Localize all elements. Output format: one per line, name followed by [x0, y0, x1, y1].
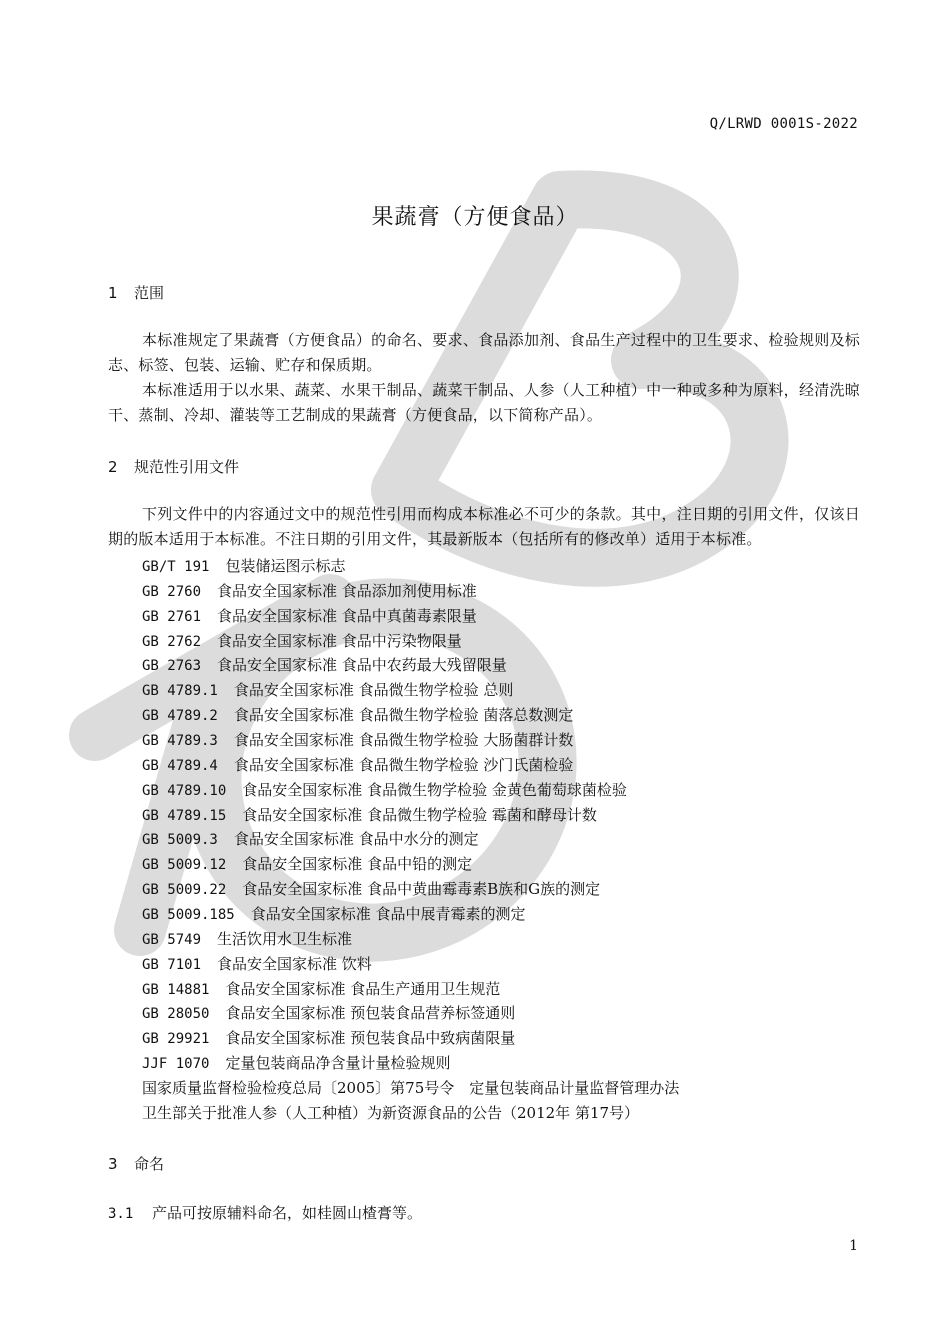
reference-code: GB 2761 — [142, 608, 202, 625]
reference-code: GB 4789.3 — [142, 733, 218, 750]
section-heading-text: 范围 — [134, 284, 165, 302]
reference-item — [142, 927, 862, 952]
reference-extra-item: 国家质量监督检验检疫总局〔2005〕第75号令 定量包装商品计量监督管理办法 — [142, 1079, 680, 1098]
reference-item — [142, 753, 862, 778]
reference-code: JJF 1070 — [142, 1056, 210, 1073]
reference-title: 食品安全国家标准 食品中污染物限量 — [217, 631, 462, 650]
reference-title: 食品安全国家标准 食品中黄曲霉毒素B族和G族的测定 — [242, 880, 601, 899]
reference-title: 食品安全国家标准 食品微生物学检验 金黄色葡萄球菌检验 — [242, 780, 627, 799]
reference-code: GB 29921 — [142, 1031, 210, 1048]
reference-code: GB 5009.3 — [142, 832, 218, 849]
page-number: 1 — [849, 1238, 858, 1254]
reference-title: 生活饮用水卫生标准 — [217, 929, 353, 948]
scope-paragraph-2: 本标准适用于以水果、蔬菜、水果干制品、蔬菜干制品、人参（人工种植）中一种或多种为原料，经清洗晾干、蒸制、冷却、灌装等工艺制成的果蔬膏（方便食品，以下简称产品）。 — [108, 381, 860, 424]
reference-item — [142, 703, 862, 728]
reference-title: 食品安全国家标准 食品中展青霉素的测定 — [250, 905, 526, 924]
reference-list — [142, 554, 862, 1126]
reference-item — [142, 877, 862, 902]
reference-title: 食品安全国家标准 食品微生物学检验 菌落总数测定 — [233, 706, 574, 725]
document-code: Q/LRWD 0001S-2022 — [709, 116, 858, 132]
reference-item — [142, 1026, 862, 1051]
reference-item — [142, 604, 862, 629]
reference-code: GB 14881 — [142, 981, 210, 998]
section-heading-naming — [108, 1153, 164, 1174]
reference-title: 食品安全国家标准 食品中农药最大残留限量 — [217, 656, 507, 675]
subsection-3-1 — [108, 1202, 422, 1223]
reference-item — [142, 678, 862, 703]
reference-item — [142, 902, 862, 927]
reference-item — [142, 554, 862, 579]
reference-title: 食品安全国家标准 食品微生物学检验 大肠菌群计数 — [233, 731, 574, 750]
reference-title: 定量包装商品净含量计量检验规则 — [225, 1054, 451, 1073]
reference-title: 食品安全国家标准 饮料 — [217, 954, 372, 973]
reference-code: GB/T 191 — [142, 559, 210, 575]
reference-code: GB 5009.22 — [142, 882, 227, 899]
reference-title: 食品安全国家标准 预包装食品营养标签通则 — [225, 1004, 516, 1023]
reference-code: GB 4789.1 — [142, 683, 218, 700]
reference-code: GB 4789.4 — [142, 757, 218, 774]
reference-code: GB 4789.15 — [142, 807, 227, 824]
reference-items — [142, 554, 862, 1076]
reference-code: GB 28050 — [142, 1006, 210, 1023]
reference-item — [142, 579, 862, 604]
reference-item — [142, 653, 862, 678]
reference-title: 食品安全国家标准 食品中铅的测定 — [242, 855, 473, 874]
reference-item — [142, 952, 862, 977]
reference-title: 食品安全国家标准 食品微生物学检验 总则 — [233, 681, 514, 700]
references-intro: 下列文件中的内容通过文中的规范性引用而构成本标准必不可少的条款。其中，注日期的引用文件，仅该日期的版本适用于本标准。不注日期的引用文件，其最新版本（包括所有的修改单）适用于本标准。 — [108, 505, 860, 548]
section-heading-text: 命名 — [134, 1155, 165, 1173]
reference-title: 包装储运图示标志 — [225, 557, 346, 575]
reference-item — [142, 728, 862, 753]
scope-paragraph-1: 本标准规定了果蔬膏（方便食品）的命名、要求、食品添加剂、食品生产过程中的卫生要求、检验规则及标志、标签、包装、运输、贮存和保质期。 — [108, 331, 860, 374]
reference-code: GB 4789.2 — [142, 708, 218, 725]
reference-code: GB 5749 — [142, 931, 202, 948]
reference-item — [142, 1051, 862, 1076]
reference-item — [142, 852, 862, 877]
reference-title: 食品安全国家标准 食品添加剂使用标准 — [217, 581, 477, 600]
reference-title: 食品安全国家标准 食品中真菌毒素限量 — [217, 606, 477, 625]
reference-title: 食品安全国家标准 食品中水分的测定 — [233, 830, 479, 849]
reference-code: GB 2763 — [142, 658, 202, 675]
section-heading-scope — [108, 282, 164, 303]
reference-title: 食品安全国家标准 食品微生物学检验 沙门氏菌检验 — [233, 755, 574, 774]
reference-item — [142, 827, 862, 852]
reference-code: GB 4789.10 — [142, 782, 227, 799]
section-number: 3 — [108, 1155, 118, 1173]
reference-item — [142, 629, 862, 654]
reference-code: GB 2760 — [142, 583, 202, 600]
subsection-text: 产品可按原辅料命名，如桂圆山楂膏等。 — [152, 1204, 423, 1222]
document-title: 果蔬膏（方便食品） — [371, 205, 579, 230]
reference-title: 食品安全国家标准 食品微生物学检验 霉菌和酵母计数 — [242, 805, 597, 824]
reference-title: 食品安全国家标准 预包装食品中致病菌限量 — [225, 1029, 516, 1048]
section-number: 2 — [108, 458, 118, 476]
reference-item — [142, 803, 862, 828]
reference-item — [142, 1001, 862, 1026]
reference-item — [142, 778, 862, 803]
reference-code: GB 2762 — [142, 633, 202, 650]
reference-item — [142, 977, 862, 1002]
reference-extra-item: 卫生部关于批准人参（人工种植）为新资源食品的公告（2012年 第17号） — [142, 1103, 640, 1122]
section-heading-references — [108, 456, 239, 477]
reference-code: GB 5009.12 — [142, 857, 227, 874]
reference-code: GB 7101 — [142, 956, 202, 973]
reference-title: 食品安全国家标准 食品生产通用卫生规范 — [225, 979, 501, 998]
reference-code: GB 5009.185 — [142, 907, 235, 924]
subsection-number: 3.1 — [108, 1206, 134, 1222]
section-number: 1 — [108, 284, 118, 302]
section-heading-text: 规范性引用文件 — [134, 458, 240, 476]
